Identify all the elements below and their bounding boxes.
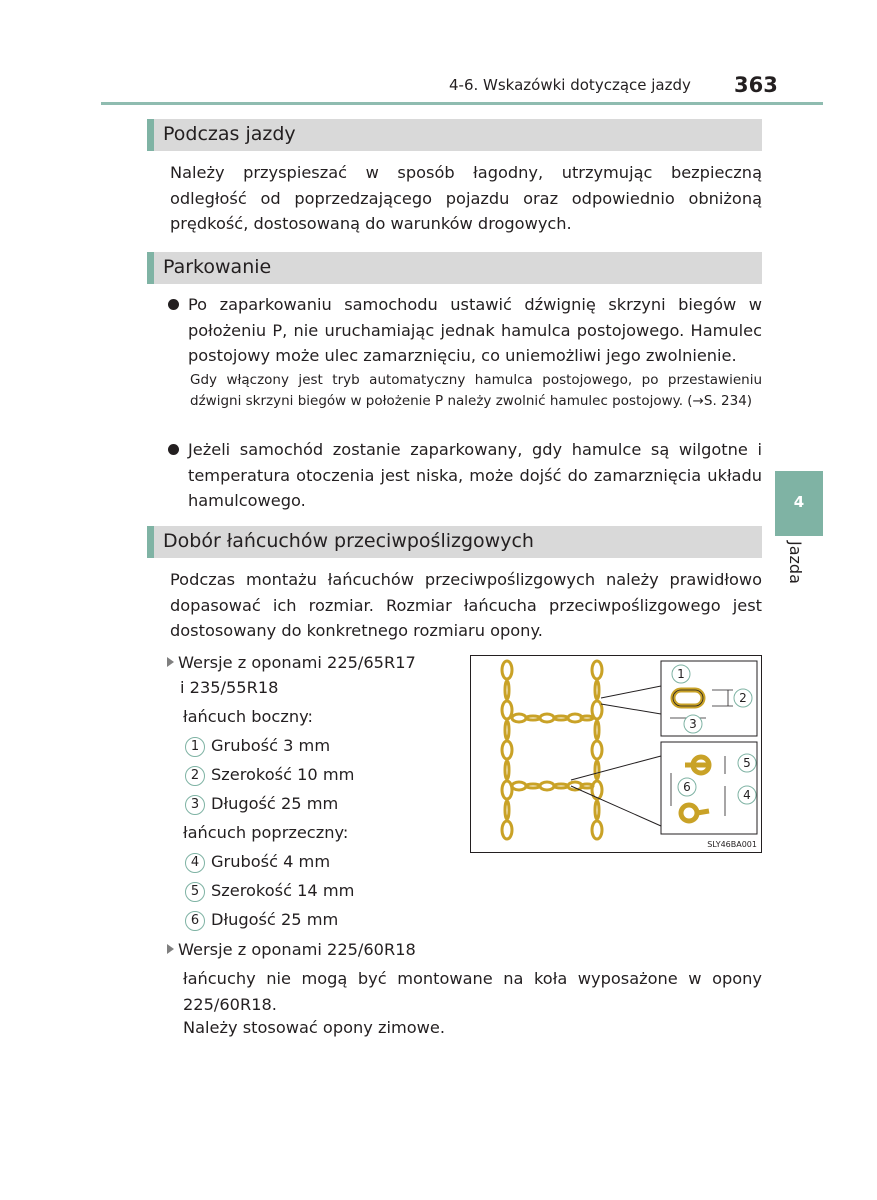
side-chain-right [592, 661, 602, 839]
spec-item [185, 907, 338, 932]
bullet-icon [168, 444, 179, 455]
spec-text: Grubość 4 mm [211, 852, 331, 871]
section-title: Dobór łańcuchów przeciwpoślizgowych [163, 530, 534, 552]
section-title: Podczas jazdy [163, 123, 296, 145]
section-heading-podczas-jazdy [147, 119, 762, 151]
variant-heading [167, 937, 416, 962]
spec-item [185, 849, 330, 874]
figure-code: SLY46BA001 [707, 840, 757, 849]
callout-label: 1 [677, 667, 685, 681]
circled-number: 2 [185, 766, 205, 786]
spec-text: Długość 25 mm [211, 910, 339, 929]
side-tab-label: Jazda [786, 541, 805, 584]
variant2-text: łańcuchy nie mogą być montowane na koła wyposażone w opony 225/60R18. [183, 969, 762, 1014]
callout-label: 2 [739, 691, 747, 705]
spec-item [185, 791, 338, 816]
circled-number: 4 [185, 853, 205, 873]
callout-label: 6 [683, 780, 691, 794]
chapter-title: 4-6. Wskazówki dotyczące jazdy [449, 76, 691, 94]
circled-number: 3 [185, 795, 205, 815]
side-tab [775, 471, 823, 536]
bullet-text: Jeżeli samochód zostanie zaparkowany, gdy hamulce są wilgotne i temperatura otoczenia jest niska, może dojść do zamarznięcia układu hamulcowego. [188, 440, 762, 510]
side-chain-label: łańcuch boczny: [183, 707, 313, 726]
bullet-text: Po zaparkowaniu samochodu ustawić dźwignię skrzyni biegów w położeniu P, nie uruchamiając jednak hamulca postojowego. Hamulec postojowy może ulec zamarznięciu, co uniemożliwi jego zwolnienie. [188, 295, 762, 365]
section-heading-chains [147, 526, 762, 558]
bullet-icon [168, 299, 179, 310]
side-chain-left [502, 661, 512, 839]
cross-chain-bottom [512, 782, 593, 790]
triangle-bullet-icon [167, 944, 174, 954]
variant-text: Wersje z oponami 225/60R18 [178, 940, 416, 959]
section-title: Parkowanie [163, 256, 272, 278]
note-text: Gdy włączony jest tryb automatyczny hamulca postojowego, po przestawieniu dźwigni skrzyni biegów w położenie P należy zwolnić hamulec postojowy. (→S. 234) [190, 372, 762, 409]
variant-text: Wersje z oponami 225/65R17 [178, 653, 416, 672]
circled-number: 6 [185, 911, 205, 931]
paragraph-driving: Należy przyspieszać w sposób łagodny, utrzymując bezpieczną odległość od poprzedzającego pojazdu oraz odpowiednio obniżoną prędkość, dostosowaną do warunków drogowych. [170, 163, 762, 233]
cross-chain-label: łańcuch poprzeczny: [183, 823, 349, 842]
variant-heading-cont: i 235/55R18 [180, 678, 279, 697]
paragraph-chains: Podczas montażu łańcuchów przeciwpoślizgowych należy prawidłowo dopasować ich rozmiar. Rozmiar łańcucha przeciwpoślizgowego jest dostosowany do konkretnego rozmiaru opony. [170, 570, 762, 640]
header-rule [101, 102, 823, 105]
spec-text: Grubość 3 mm [211, 736, 331, 755]
side-tab-number: 4 [793, 493, 805, 511]
chain-figure [470, 655, 762, 853]
chain-diagram [471, 656, 761, 852]
spec-item [185, 762, 354, 787]
spec-item [185, 878, 354, 903]
callout-label: 3 [689, 717, 697, 731]
spec-item [185, 733, 330, 758]
circled-number: 1 [185, 737, 205, 757]
spec-text: Szerokość 10 mm [211, 765, 355, 784]
spec-text: Szerokość 14 mm [211, 881, 355, 900]
section-heading-parkowanie [147, 252, 762, 284]
callout-label: 5 [743, 756, 751, 770]
page-number: 363 [734, 73, 778, 97]
circled-number: 5 [185, 882, 205, 902]
spec-text: Długość 25 mm [211, 794, 339, 813]
triangle-bullet-icon [167, 657, 174, 667]
variant2-text: Należy stosować opony zimowe. [183, 1018, 446, 1037]
variant-heading [167, 650, 416, 675]
cross-chain-top [512, 714, 593, 722]
callout-label: 4 [743, 788, 751, 802]
